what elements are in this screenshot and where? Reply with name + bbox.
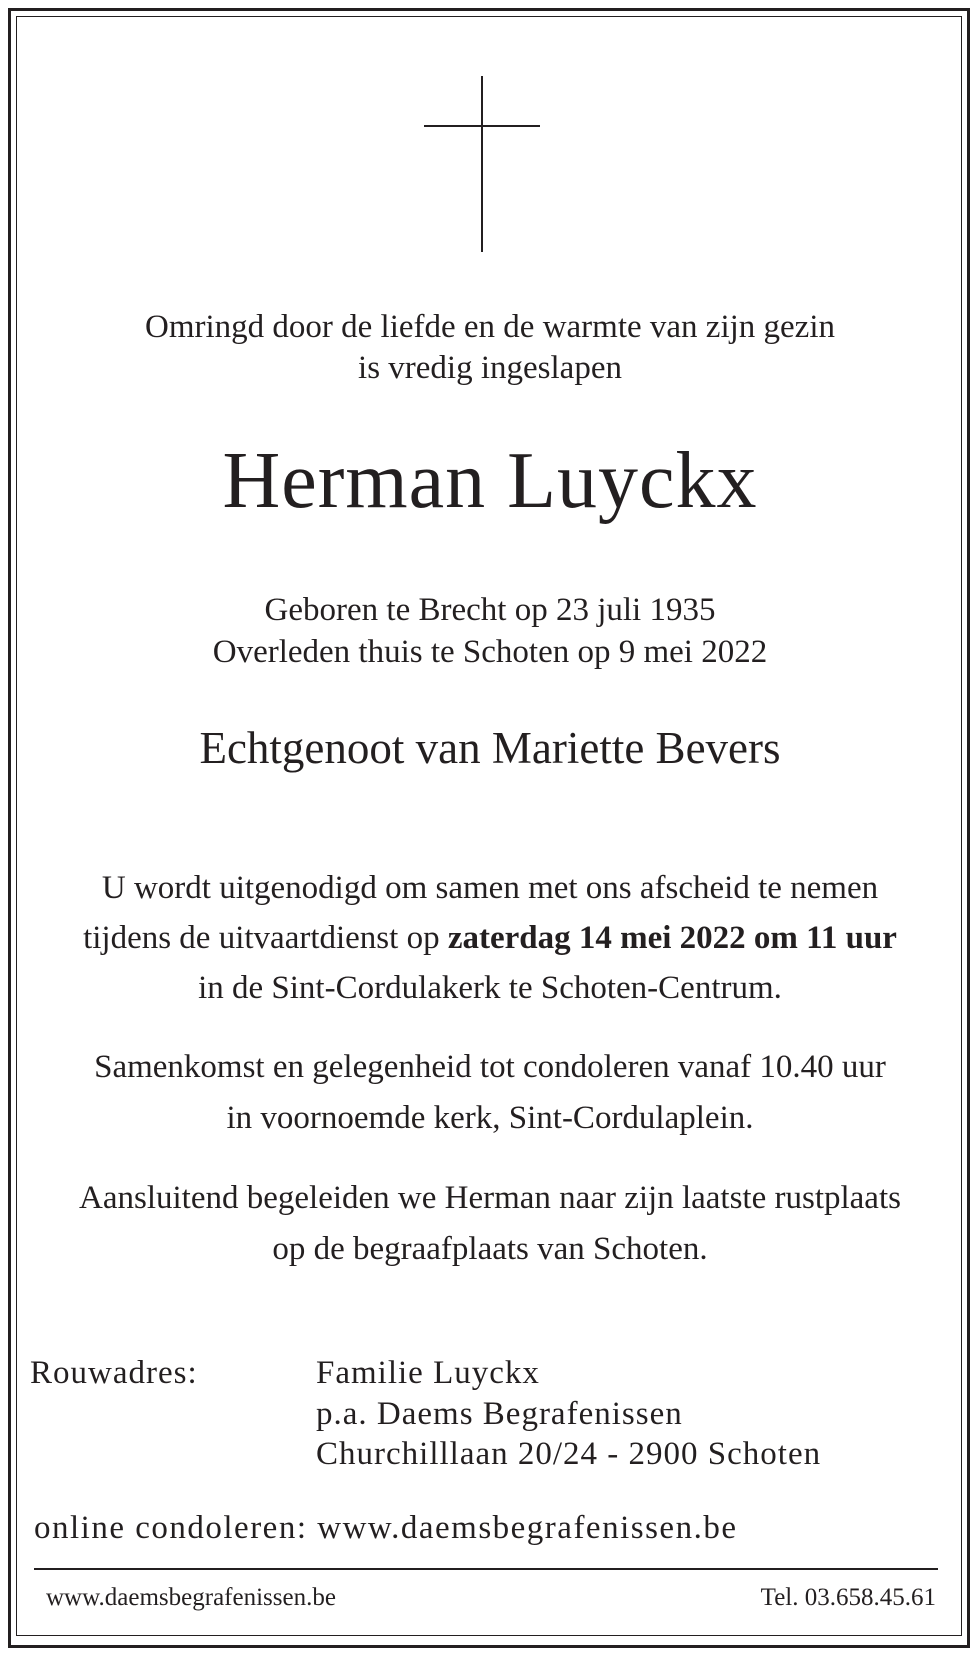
- address-label: Rouwadres:: [30, 1355, 198, 1391]
- spouse-line: Echtgenoot van Mariette Bevers: [199, 723, 781, 773]
- invitation-line-1: U wordt uitgenodigd om samen met ons afscheid te nemen: [101, 870, 879, 906]
- gathering-line-1: Samenkomst en gelegenheid tot condoleren vanaf 10.40 uur: [94, 1049, 886, 1085]
- inner-border: [16, 16, 962, 1636]
- gathering-line-2: in voornoemde kerk, Sint-Cordulaplein.: [226, 1100, 754, 1136]
- service-datetime: zaterdag 14 mei 2022 om 11 uur: [447, 920, 897, 956]
- deceased-name: Herman Luyckx: [222, 437, 758, 525]
- address-line-2: p.a. Daems Begrafenissen: [316, 1396, 683, 1432]
- burial-line-1: Aansluitend begeleiden we Herman naar zijn laatste rustplaats: [79, 1180, 901, 1216]
- cross-horizontal-bar: [424, 125, 540, 127]
- footer-phone: Tel. 03.658.45.61: [760, 1584, 936, 1611]
- cross-vertical-bar: [481, 76, 483, 252]
- invitation-line-2: [0, 920, 980, 957]
- online-condolence: online condoleren: www.daemsbegrafenissen.be: [34, 1510, 738, 1546]
- footer-divider: [34, 1568, 938, 1570]
- footer-website: www.daemsbegrafenissen.be: [46, 1584, 336, 1611]
- burial-line-2: op de begraafplaats van Schoten.: [272, 1231, 708, 1267]
- invitation-line-3: in de Sint-Cordulakerk te Schoten-Centrum.: [198, 970, 782, 1006]
- birth-line: Geboren te Brecht op 23 juli 1935: [264, 592, 716, 628]
- intro-line-2: is vredig ingeslapen: [358, 350, 622, 386]
- address-line-3: Churchilllaan 20/24 - 2900 Schoten: [316, 1436, 822, 1472]
- intro-line-1: Omringd door de liefde en de warmte van zijn gezin: [144, 309, 835, 345]
- invitation-prefix: tijdens de uitvaartdienst op: [83, 920, 448, 956]
- death-line: Overleden thuis te Schoten op 9 mei 2022: [212, 634, 768, 670]
- address-line-1: Familie Luyckx: [316, 1355, 540, 1391]
